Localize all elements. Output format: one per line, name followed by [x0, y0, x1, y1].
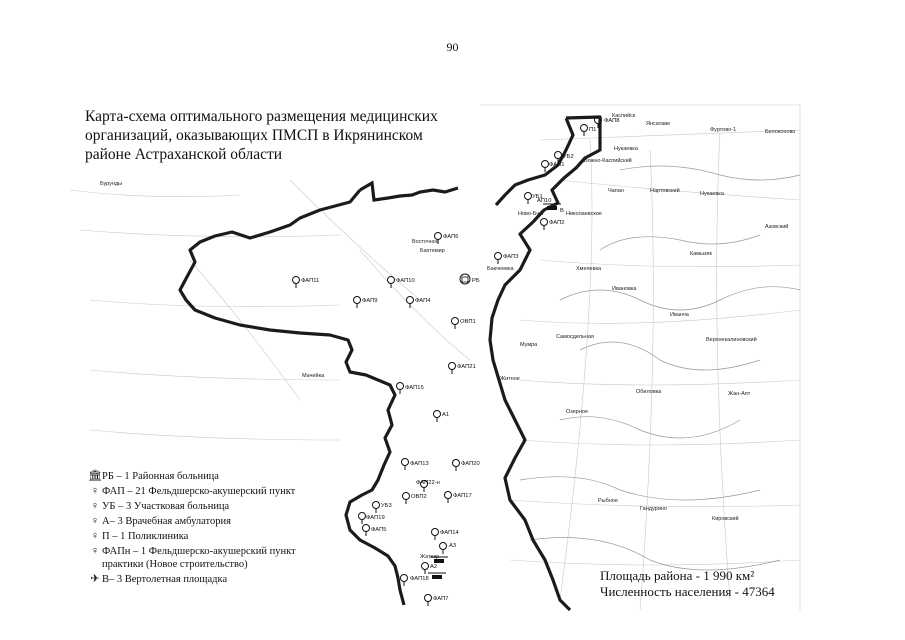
place-label: Бакчеевка	[487, 266, 514, 272]
facility-label: ФАП2	[549, 220, 565, 226]
facility-label: В	[560, 208, 564, 214]
place-label: Жан-Апт	[728, 391, 751, 397]
place-label: Фуртово-1	[710, 127, 737, 133]
pin-icon: ♀	[90, 530, 100, 542]
pin-icon	[401, 575, 408, 587]
legend-text: ФАП – 21 Фельдшерско-акушерский пункт	[102, 486, 296, 497]
legend-text: ФАПн – 1 Фельдшерско-акушерский пункт практики (Новое строительство)	[102, 546, 296, 570]
pin-icon	[445, 492, 452, 504]
legend-item	[88, 470, 318, 483]
place-label: Гандурино	[640, 506, 667, 512]
place-label: Николаевское	[566, 211, 602, 217]
place-label: Вожно-Каспийский	[584, 158, 632, 164]
hospital-icon	[460, 274, 470, 284]
pin-icon	[422, 563, 429, 575]
facility-label: ФАП5	[371, 527, 387, 533]
facility-label: ФАП17	[453, 493, 472, 499]
facility-label: ФАП10	[396, 278, 415, 284]
pin-icon	[373, 502, 380, 514]
facility-label: ФАП14	[440, 530, 459, 536]
title-line: организаций, оказывающих ПМСП в Икрянинском	[85, 127, 423, 144]
helicopter-icon: ✈	[90, 573, 100, 585]
place-label: Житное	[500, 376, 520, 382]
pin-icon	[541, 219, 548, 231]
legend-item	[88, 573, 318, 586]
legend-item	[88, 485, 318, 498]
pin-icon	[495, 253, 502, 265]
facility-label: ФАП21	[457, 364, 476, 370]
pin-icon: ♀	[90, 515, 100, 527]
title-line: Карта-схема оптимального размещения медицинских	[85, 108, 438, 125]
place-label: Восточное	[412, 239, 439, 245]
facility-label: ФАП15	[405, 385, 424, 391]
facility-label: РБ	[472, 278, 480, 284]
facility-label: ФАП11	[301, 278, 320, 284]
place-label: Каспийск	[612, 113, 636, 119]
place-label: Мумра	[520, 342, 538, 348]
place-label: Рыбное	[598, 498, 618, 504]
facility-label: А2	[430, 564, 438, 570]
pin-icon	[407, 297, 414, 309]
pin-icon	[542, 161, 549, 173]
facility-label: ФАП8	[604, 118, 620, 124]
legend-item	[88, 530, 318, 543]
map-title	[85, 107, 465, 164]
legend-text: В– 3 Вертолетная площадка	[102, 574, 228, 585]
facility-label: УБ2	[563, 154, 574, 160]
facility-label: ФАП22-н	[416, 480, 440, 486]
facility-label: ФАП13	[410, 461, 429, 467]
place-label: Янсатаве	[646, 121, 671, 127]
title-line: районе Астраханской области	[85, 146, 283, 163]
facility-label: А1	[442, 412, 450, 418]
place-label: Бурунды	[100, 181, 123, 187]
facility-label: ОВП2	[411, 494, 427, 500]
facility-label: ФАП19	[366, 515, 385, 521]
place-label: Хмелевка	[576, 266, 602, 272]
legend-text: УБ – 3 Участковая больница	[102, 501, 230, 512]
pin-icon	[440, 543, 447, 555]
place-label: Чапан	[608, 188, 624, 194]
pin-icon	[452, 318, 459, 330]
legend-text: П – 1 Поликлиника	[102, 531, 189, 542]
facility-label: ФАП6	[443, 234, 459, 240]
legend-text: А– 3 Врачебная амбулатория	[102, 516, 231, 527]
pin-icon	[425, 595, 432, 607]
legend-item	[88, 515, 318, 528]
pin-icon	[525, 193, 532, 205]
map-legend	[88, 470, 318, 588]
facility-label: АП10	[537, 198, 552, 204]
place-label: Камызяк	[690, 251, 712, 257]
population-stat: Численность населения - 47364	[600, 584, 775, 599]
legend-item	[88, 545, 318, 571]
place-label: Верхнекалиновский	[706, 337, 757, 343]
facility-label: УБ3	[381, 503, 392, 509]
pin-icon	[402, 459, 409, 471]
pin-icon	[359, 513, 366, 525]
pin-icon	[449, 363, 456, 375]
pin-icon: ♀	[90, 545, 100, 557]
pin-icon: ♀	[90, 485, 100, 497]
place-label: Кировский	[712, 516, 739, 522]
facility-label: ФАП4	[415, 298, 431, 304]
facility-label: ФАП7	[433, 596, 449, 602]
place-label: Нукаевка	[614, 146, 638, 152]
pin-icon	[581, 125, 588, 137]
pin-icon	[293, 277, 300, 289]
legend-text: РБ – 1 Районная больница	[102, 471, 219, 482]
place-label: Нукаевка	[700, 191, 724, 197]
place-label: Азовский	[765, 224, 789, 230]
page-number: 90	[446, 40, 459, 54]
facility-label: П1	[589, 127, 597, 133]
place-label: Нартовский	[650, 188, 680, 194]
facility-label: А3	[449, 543, 457, 549]
facility-label: ФАП18	[410, 576, 429, 582]
place-label: Бахтемир	[420, 248, 445, 254]
pin-icon	[397, 383, 404, 395]
place-label: Обиловка	[636, 389, 662, 395]
place-label: Ивановка	[612, 286, 637, 292]
facility-label: ФАП9	[362, 298, 378, 304]
facility-label: УБ1	[532, 194, 543, 200]
place-label: Мачейка	[302, 373, 325, 379]
pin-icon	[363, 525, 370, 537]
pin-icon	[354, 297, 361, 309]
hospital-icon: 🏛	[88, 470, 102, 482]
facility-label: ФАП20	[461, 461, 480, 467]
pin-icon	[403, 493, 410, 505]
facility-label: ОВП1	[460, 319, 476, 325]
area-stat: Площадь района - 1 990 км²	[600, 568, 755, 583]
place-label: Ново-Булг	[518, 211, 545, 217]
pin-icon: ♀	[90, 500, 100, 512]
helicopter-icon	[428, 573, 446, 579]
place-label: Самосдельная	[556, 334, 594, 340]
pin-icon	[388, 277, 395, 289]
pin-icon	[432, 529, 439, 541]
place-label: Белоконово	[765, 129, 796, 135]
facility-label: ФАП1	[549, 162, 565, 168]
boundary-north	[360, 183, 458, 200]
district-stats	[600, 568, 775, 600]
place-label: Иванча	[670, 312, 689, 318]
place-label: Жаткар	[420, 554, 440, 560]
legend-item	[88, 500, 318, 513]
place-label: Озерное	[566, 409, 589, 415]
pin-icon	[453, 460, 460, 472]
facility-label: ФАП3	[503, 254, 519, 260]
pin-icon	[434, 411, 441, 423]
